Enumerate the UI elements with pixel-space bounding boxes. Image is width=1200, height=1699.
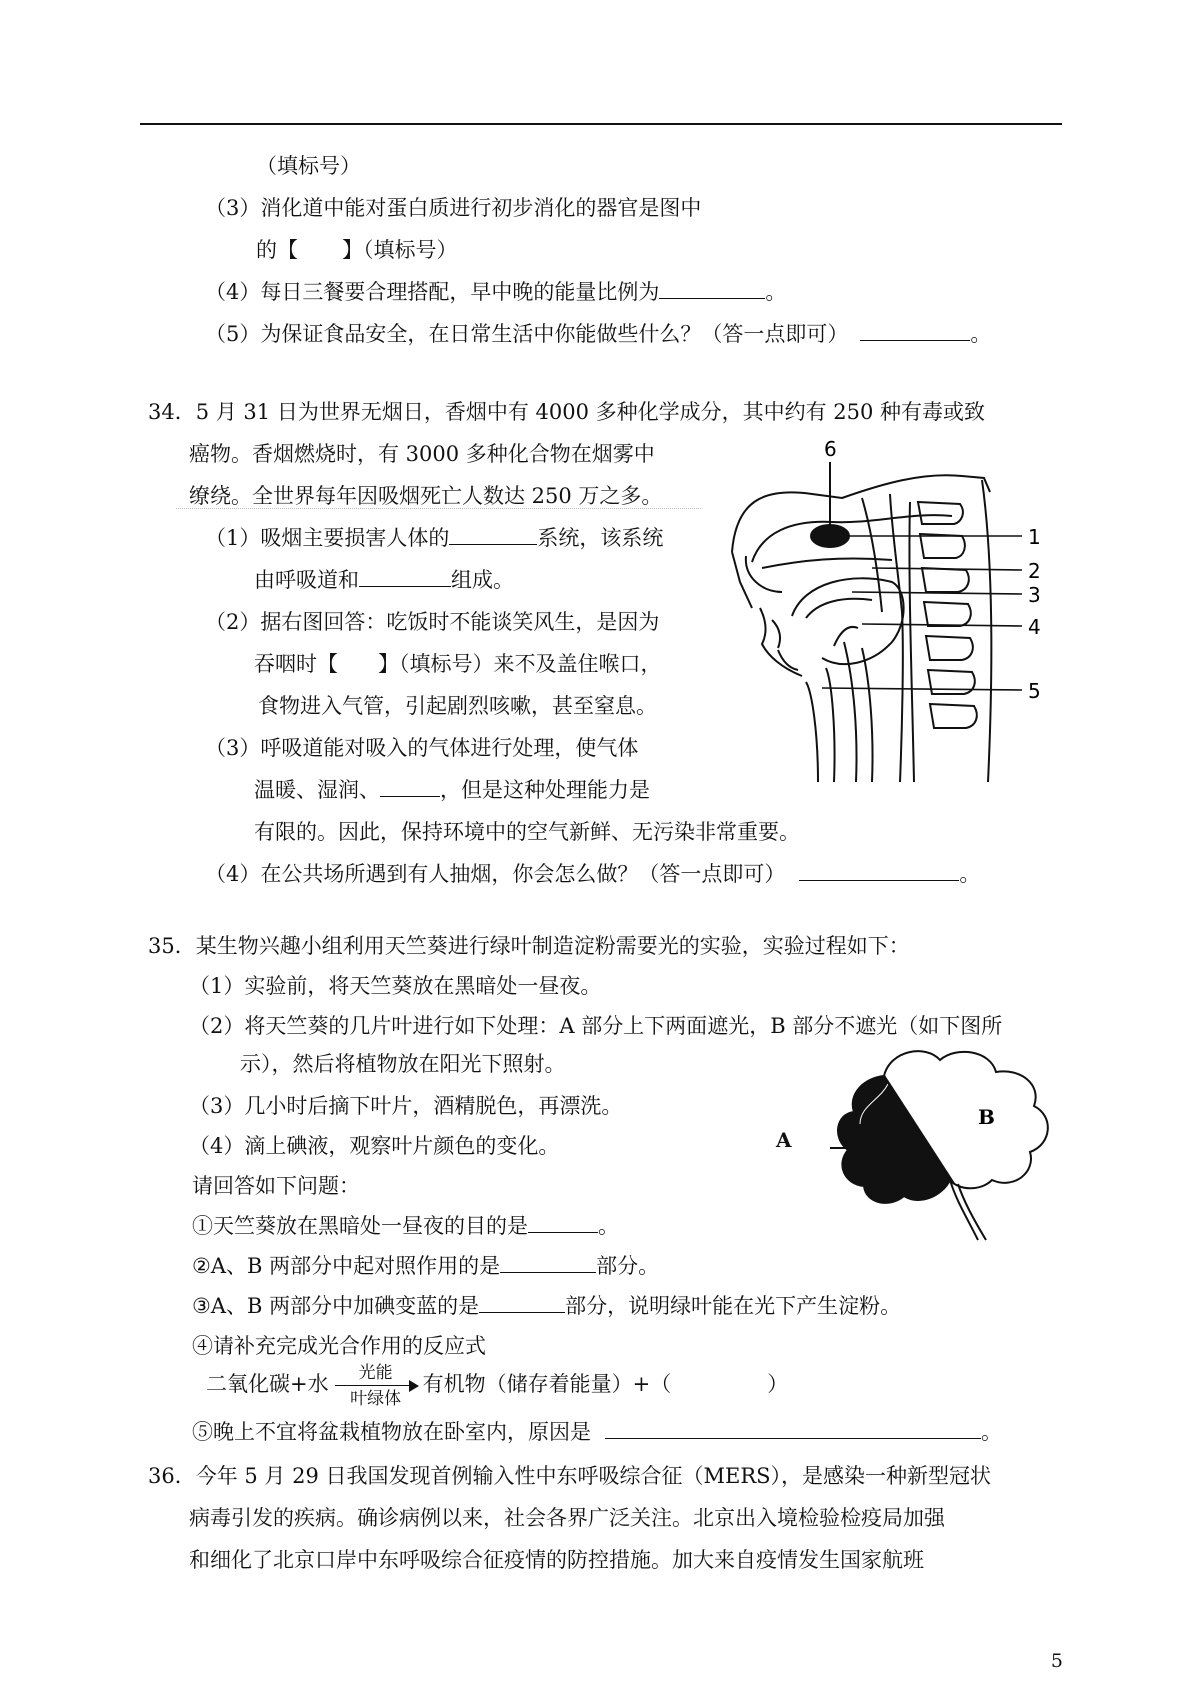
q34-s2-prefix: 吞咽时【 [254,652,338,676]
q34-s4-end: 。 [959,862,981,886]
answer-blank[interactable] [860,320,970,341]
q34-sub-3: （3）呼吸道能对吸入的气体进行处理，使气体 [205,736,639,760]
q35-a3-end: 部分，说明绿叶能在光下产生淀粉。 [565,1294,902,1318]
q35-line-2: （1）实验前，将天竺葵放在黑暗处一昼夜。 [189,974,602,998]
leaf-diagram [830,1040,1070,1250]
q33-line-4 [205,278,786,306]
answer-blank[interactable] [605,1418,981,1439]
photosynthesis-equation [206,1362,788,1408]
q34-sub-2b [254,650,662,678]
fig-label-3: 3 [1028,583,1041,607]
fig-label-4: 4 [1028,615,1041,639]
q34-s2-suffix: 】（填标号）来不及盖住喉口， [378,652,662,676]
leaf-label-a: A [776,1128,792,1152]
q34-sub-2c: 食物进入气管，引起剧烈咳嗽，甚至窒息。 [258,694,657,718]
q35-line-7: 请回答如下问题： [192,1174,360,1198]
q34-s4-text: （4）在公共场所遇到有人抽烟，你会怎么做？（答一点即可） [205,862,786,886]
q33-line-5 [205,320,991,348]
answer-blank[interactable] [659,278,765,299]
q35-answer-1 [192,1212,619,1240]
fig-label-6: 6 [824,437,837,461]
q35-a5-end: 。 [981,1420,1002,1444]
q33-line-3 [256,236,458,264]
answer-blank[interactable] [799,860,959,881]
q35-answer-2 [192,1252,659,1280]
q34-sub-2: （2）据右图回答：吃饭时不能谈笑风生，是因为 [205,610,660,634]
q35-a2-end: 部分。 [596,1254,660,1278]
q35-a1-text: ①天竺葵放在黑暗处一昼夜的目的是 [192,1214,528,1238]
q34-s1-text3: 由呼吸道和 [254,568,359,592]
answer-blank[interactable] [449,524,537,545]
reaction-condition-chloroplast: 叶绿体 [350,1388,402,1409]
q35-line-6: （4）滴上碘液，观察叶片颜色的变化。 [189,1134,560,1158]
q35-answer-4: ④请补充完成光合作用的反应式 [192,1334,486,1358]
q35-line-4: 示），然后将植物放在阳光下照射。 [240,1052,566,1076]
q34-line-2: 癌物。香烟燃烧时，有 3000 多种化合物在烟雾中 [189,442,655,466]
q34-sub-4 [205,860,980,888]
equation-products: 有机物（储存着能量）+（ [422,1372,672,1396]
q34-s3-text: 温暖、湿润、 [254,778,380,802]
q34-s1-text: （1）吸烟主要损害人体的 [205,526,450,550]
answer-blank[interactable] [359,566,451,587]
q34-sub-1 [205,524,663,552]
q35-answer-5 [192,1418,1002,1446]
q33-line-2: （3）消化道中能对蛋白质进行初步消化的器官是图中 [205,196,702,220]
fig-label-5: 5 [1028,679,1041,703]
q34-s1-text4: 组成。 [451,568,514,592]
page-number: 5 [1050,1650,1063,1672]
header-rule [140,123,1062,125]
q35-line-1: 35．某生物兴趣小组利用天竺葵进行绿叶制造淀粉需要光的实验，实验过程如下： [148,934,910,958]
dotted-divider [176,508,701,509]
q33-l4-end: 。 [765,280,787,304]
q35-line-5: （3）几小时后摘下叶片，酒精脱色，再漂洗。 [189,1094,623,1118]
q34-sub-3c: 有限的。因此，保持环境中的空气新鲜、无污染非常重要。 [254,820,800,844]
q33-l5-text: （5）为保证食品安全，在日常生活中你能做些什么？（答一点即可） [205,322,849,346]
answer-blank[interactable] [380,776,440,797]
leaf-label-b: B [978,1105,995,1129]
q33-l3-suffix: 】（填标号） [342,238,458,262]
answer-blank[interactable] [500,1252,596,1273]
q35-line-3: （2）将天竺葵的几片叶进行如下处理：A 部分上下两面遮光，B 部分不遮光（如下图所 [189,1014,1003,1038]
fig-label-2: 2 [1028,559,1041,583]
q35-a3-text: ③A、B 两部分中加碘变蓝的是 [192,1294,480,1318]
q35-answer-3 [192,1292,901,1320]
q33-line-1: （填标号） [256,154,361,178]
q35-a1-end: 。 [598,1214,619,1238]
equation-close: ） [767,1372,789,1396]
fig-label-1: 1 [1028,525,1041,549]
q34-s3-text2: ，但是这种处理能力是 [440,778,650,802]
q36-line-3: 和细化了北京口岸中东呼吸综合征疫情的防控措施。加大来自疫情发生国家航班 [189,1548,924,1572]
throat-section-diagram [722,432,1052,792]
reaction-condition-light: 光能 [358,1362,393,1383]
q33-l5-end: 。 [970,322,992,346]
q36-line-1: 36．今年 5 月 29 日我国发现首例输入性中东呼吸综合征（MERS），是感染一种新型冠状 [148,1464,992,1488]
q34-line-1: 34．5 月 31 日为世界无烟日，香烟中有 4000 多种化学成分，其中约有 250 种有毒或致 [148,400,986,424]
q33-l4-text: （4）每日三餐要合理搭配，早中晚的能量比例为 [205,280,660,304]
answer-blank[interactable] [479,1292,565,1313]
q36-line-2: 病毒引发的疾病。确诊病例以来，社会各界广泛关注。北京出入境检验检疫局加强 [189,1506,945,1530]
q33-l3-prefix: 的【 [256,238,298,262]
reaction-arrow [333,1364,419,1408]
q34-line-3: 缭绕。全世界每年因吸烟死亡人数达 250 万之多。 [189,484,663,508]
answer-blank[interactable] [528,1212,598,1233]
q34-sub-3b [254,776,650,804]
q35-a5-text: ⑤晚上不宜将盆栽植物放在卧室内，原因是 [192,1420,591,1444]
q34-sub-1b [254,566,514,594]
equation-reactants: 二氧化碳+水 [206,1372,329,1396]
q34-s1-text2: 系统，该系统 [537,526,664,550]
q35-a2-text: ②A、B 两部分中起对照作用的是 [192,1254,501,1278]
